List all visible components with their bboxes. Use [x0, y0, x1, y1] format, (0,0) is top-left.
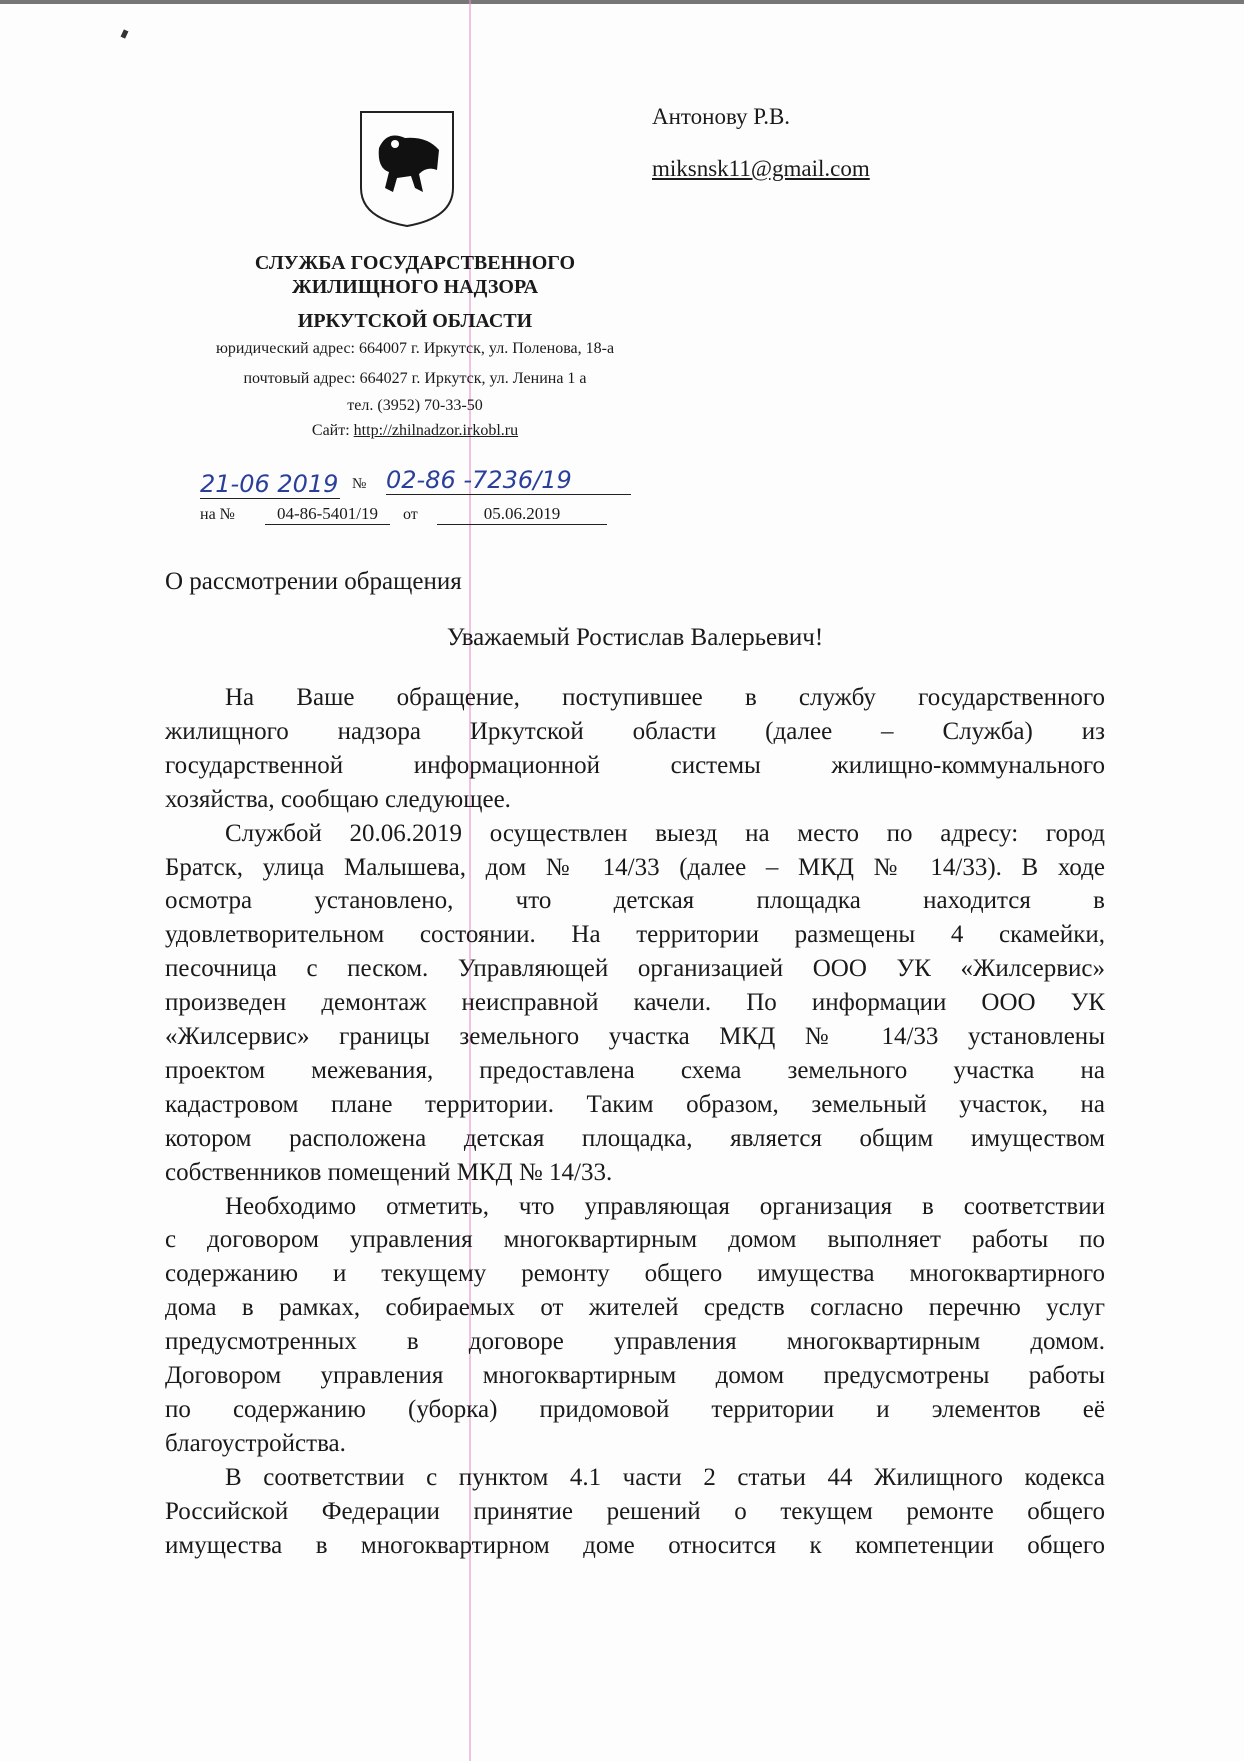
reply-date: 05.06.2019: [437, 504, 607, 525]
body-line: котором расположена детская площадка, является общим имуществом: [165, 1124, 1105, 1152]
postal-address: почтовый адрес: 664027 г. Иркутск, ул. Ленина 1 а: [243, 370, 587, 387]
scan-speck: [121, 29, 129, 38]
org-title-line-3: ИРКУТСКОЙ ОБЛАСТИ: [297, 310, 533, 332]
body-line: хозяйства, сообщаю следующее.: [165, 785, 511, 813]
body-line: собственников помещений МКД № 14/33.: [165, 1158, 613, 1186]
reply-number: 04-86-5401/19: [265, 504, 390, 525]
site-link[interactable]: http://zhilnadzor.irkobl.ru: [353, 422, 519, 439]
body-line: «Жилсервис» границы земельного участка МКД № 14/33 установлены: [165, 1023, 1105, 1050]
body-line: с договором управления многоквартирным домом выполняет работы по: [165, 1226, 1105, 1254]
body-line: кадастровом плане территории. Таким образом, земельный участок, на: [165, 1090, 1105, 1118]
legal-address: юридический адрес: 664007 г. Иркутск, ул. Поленова, 18-а: [215, 340, 615, 357]
phone: тел. (3952) 70-33-50: [347, 397, 483, 414]
number-label: №: [352, 476, 367, 492]
body-line: имущества в многоквартирном доме относится к компетенции общего: [165, 1531, 1105, 1559]
body-line: Необходимо отметить, что управляющая организация в соответствии: [225, 1192, 1105, 1220]
greeting: Уважаемый Ростислав Валерьевич!: [446, 624, 824, 651]
body-line: государственной информационной системы жилищно-коммунального: [165, 751, 1105, 779]
org-title-line-2: ЖИЛИЩНОГО НАДЗОРА: [291, 276, 539, 298]
body-line: проектом межевания, предоставлена схема земельного участка на: [165, 1056, 1105, 1084]
site-label: Сайт:: [311, 422, 354, 439]
org-title-line-1: СЛУЖБА ГОСУДАРСТВЕННОГО: [254, 252, 576, 274]
body-line: по содержанию (уборка) придомовой территории и элементов её: [165, 1395, 1105, 1423]
website: [165, 422, 665, 440]
body-line: В соответствии с пунктом 4.1 части 2 статьи 44 Жилищного кодекса: [225, 1463, 1105, 1491]
reply-number-label: на №: [200, 506, 235, 523]
scan-edge: [0, 0, 1244, 4]
registration-date: 21-06 2019: [200, 470, 339, 498]
recipient-email[interactable]: miksnsk11@gmail.com: [652, 156, 870, 181]
body-line: Службой 20.06.2019 осуществлен выезд на место по адресу: город: [225, 819, 1105, 847]
body-line: осмотра установлено, что детская площадка находится в: [165, 887, 1105, 915]
body-line: песочница с песком. Управляющей организацией ООО УК «Жилсервис»: [165, 955, 1105, 983]
body-line: благоустройства.: [165, 1429, 346, 1457]
body-line: жилищного надзора Иркутской области (далее – Служба) из: [165, 717, 1105, 745]
registration-number: 02-86 -7236/19: [386, 466, 631, 495]
body-line: Российской Федерации принятие решений о текущем ремонте общего: [165, 1497, 1105, 1525]
body-line: дома в рамках, собираемых от жителей средств согласно перечню услуг: [165, 1294, 1105, 1322]
recipient-name: Антонову Р.В.: [652, 104, 791, 129]
body-line: произведен демонтаж неисправной качели. По информации ООО УК: [165, 989, 1105, 1017]
subject: О рассмотрении обращения: [165, 568, 462, 595]
body-line: На Ваше обращение, поступившее в службу государственного: [225, 684, 1105, 711]
from-label: от: [403, 506, 418, 523]
body-line: предусмотренных в договоре управления многоквартирным домом.: [165, 1328, 1105, 1356]
body-line: Договором управления многоквартирным домом предусмотрены работы: [165, 1362, 1105, 1389]
body-line: содержанию и текущему ремонту общего имущества многоквартирного: [165, 1260, 1105, 1288]
coat-of-arms-emblem: [357, 108, 457, 233]
body-line: удовлетворительном состоянии. На территории размещены 4 скамейки,: [165, 921, 1105, 949]
body-line: Братск, улица Малышева, дом № 14/33 (далее – МКД № 14/33). В ходе: [165, 853, 1105, 881]
